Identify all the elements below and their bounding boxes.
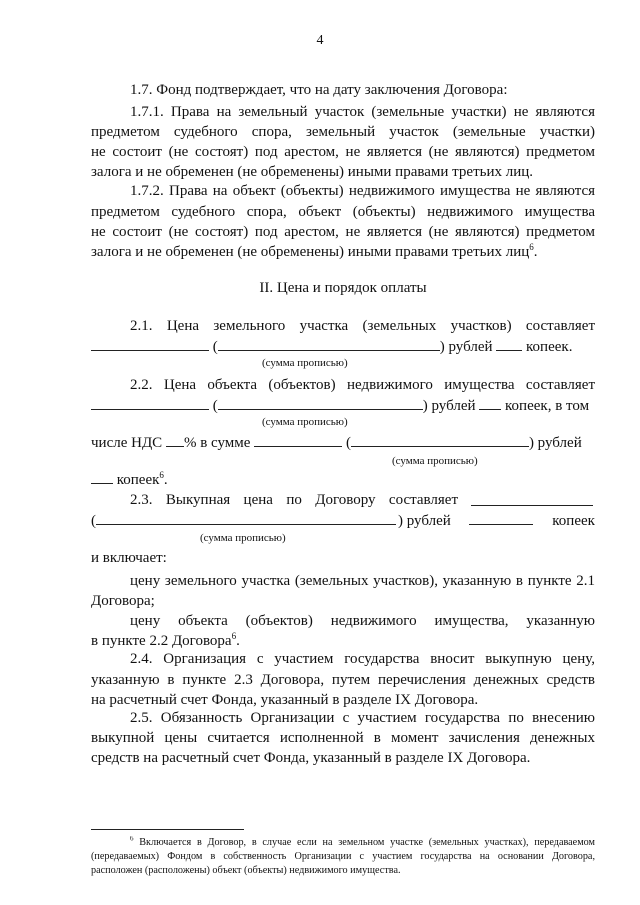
rubles-label: ) рублей xyxy=(422,398,476,414)
kopecks-label: копеек, в том xyxy=(505,398,590,414)
clause-2-4-line-2: указанную в пункте 2.3 Договора, путем перечисления денежных средств xyxy=(91,672,595,688)
footnote-line-1-text: Включается в Договор, в случае если на земельном участке (земельных участках), передаваемом xyxy=(133,837,595,848)
clause-2-3-text: 2.3. Выкупная цена по Договору составляет xyxy=(130,492,458,508)
rubles-label: ) рублей xyxy=(398,513,451,529)
kopecks-blank[interactable] xyxy=(479,397,501,410)
kopecks-label: копеек xyxy=(116,472,160,488)
buyout-in-words-blank[interactable] xyxy=(96,512,396,525)
page-number: 4 xyxy=(316,33,324,48)
footnote-separator xyxy=(91,829,244,830)
clause-1-7-2-line-4 xyxy=(91,242,595,262)
clause-1-7-2-line-1: 1.7.2. Права на объект (объекты) недвижимого имущества не являются xyxy=(130,183,595,199)
paren-open: ( xyxy=(91,513,96,529)
clause-2-1-line-2 xyxy=(91,337,595,357)
clause-1-7-2-line-2: предметом судебного спора, объект (объекты) недвижимого имущества xyxy=(91,204,595,220)
caption-amount-in-words: (сумма прописью) xyxy=(262,357,348,369)
clause-2-5-line-1: 2.5. Обязанность Организации с участием государства по внесению xyxy=(130,710,595,726)
footnote-ref: 6 xyxy=(231,631,237,641)
footnote-line-1 xyxy=(130,836,595,850)
rubles-label: ) рублей xyxy=(528,435,582,451)
caption-amount-in-words: (сумма прописью) xyxy=(200,532,286,544)
caption-amount-in-words: (сумма прописью) xyxy=(392,455,478,467)
rubles-label: ) рублей xyxy=(439,339,493,355)
clause-2-3-line-3: и включает: xyxy=(91,550,167,566)
footnote-ref: 6 xyxy=(159,470,164,480)
footnote-mark: 6 xyxy=(130,836,134,843)
clause-end: . xyxy=(163,472,168,488)
section-2-heading: II. Цена и порядок оплаты xyxy=(259,280,427,296)
paren-open: ( xyxy=(212,398,218,414)
clause-2-5-line-3: средств на расчетный счет Фонда, указанный в разделе IX Договора. xyxy=(91,750,531,766)
caption-amount-in-words: (сумма прописью) xyxy=(262,416,348,428)
amount-blank[interactable] xyxy=(91,397,209,410)
clause-2-1-line-1: 2.1. Цена земельного участка (земельных участков) составляет xyxy=(130,318,595,334)
clause-2-3-item-2-line-1: цену объекта (объектов) недвижимого имущества, указанную xyxy=(130,613,595,629)
clause-1-7-intro: 1.7. Фонд подтверждает, что на дату заключения Договора: xyxy=(130,82,508,98)
paren-open: ( xyxy=(212,339,218,355)
amount-in-words-blank[interactable] xyxy=(218,397,423,410)
clause-2-2-line-1: 2.2. Цена объекта (объектов) недвижимого имущества составляет xyxy=(130,377,595,393)
clause-1-7-1-line-4: залога и не обременен (не обременены) иными правами третьих лиц. xyxy=(91,164,534,180)
clause-1-7-2-line-4-end: . xyxy=(533,244,538,260)
vat-label: числе НДС xyxy=(91,435,163,451)
kopecks-blank[interactable] xyxy=(496,338,522,351)
amount-in-words-blank[interactable] xyxy=(218,338,440,351)
amount-blank[interactable] xyxy=(91,338,209,351)
clause-2-4-line-1: 2.4. Организация с участием государства вносит выкупную цену, xyxy=(130,651,595,667)
clause-2-2-line-4 xyxy=(91,470,595,490)
clause-2-3-item-2-text: в пункте 2.2 Договора xyxy=(91,633,232,649)
clause-2-3-item-1-line-1: цену земельного участка (земельных участков), указанную в пункте 2.1 xyxy=(130,573,595,589)
clause-end: . xyxy=(236,633,240,649)
paren-open: ( xyxy=(345,435,351,451)
clause-1-7-1-line-1: 1.7.1. Права на земельный участок (земельные участки) не являются xyxy=(130,104,595,120)
clause-2-3-item-2-line-2 xyxy=(91,631,595,651)
footnote-line-3: расположен (расположены) объект (объекты) недвижимого имущества. xyxy=(91,865,401,876)
vat-kopecks-blank[interactable] xyxy=(91,471,113,484)
footnote-ref: 6 xyxy=(529,242,534,252)
kopecks-label: копеек. xyxy=(526,339,573,355)
clause-1-7-2-line-4-text: залога и не обременен (не обременены) иными правами третьих лиц xyxy=(91,244,530,260)
clause-1-7-1-line-2: предметом судебного спора, земельный участок (земельные участки) xyxy=(91,124,595,140)
clause-2-3-line-2 xyxy=(91,511,595,531)
buyout-amount-blank[interactable] xyxy=(471,493,593,506)
kopecks-blank[interactable] xyxy=(469,512,533,525)
clause-2-3-line-1 xyxy=(130,490,595,510)
clause-1-7-1-line-3: не состоит (не состоят) под арестом, не является (не являются) предметом xyxy=(91,144,595,160)
clause-2-4-line-3: на расчетный счет Фонда, указанный в разделе IX Договора. xyxy=(91,692,479,708)
vat-percent-blank[interactable] xyxy=(166,434,184,447)
clause-2-2-line-2 xyxy=(91,396,595,416)
clause-2-2-line-3 xyxy=(91,433,595,453)
clause-1-7-2-line-3: не состоит (не состоят) под арестом, не является (не являются) предметом xyxy=(91,224,595,240)
vat-amount-label: % в сумме xyxy=(183,435,251,451)
vat-in-words-blank[interactable] xyxy=(351,434,529,447)
kopecks-label: копеек xyxy=(552,513,595,529)
clause-2-5-line-2: выкупной цены считается исполненной в момент зачисления денежных xyxy=(91,730,595,746)
vat-amount-blank[interactable] xyxy=(254,434,342,447)
clause-2-3-item-1-line-2: Договора; xyxy=(91,593,155,609)
footnote-line-2: (передаваемых) Фондом в собственность Организации с участием государства на основании Договора, xyxy=(91,851,595,862)
